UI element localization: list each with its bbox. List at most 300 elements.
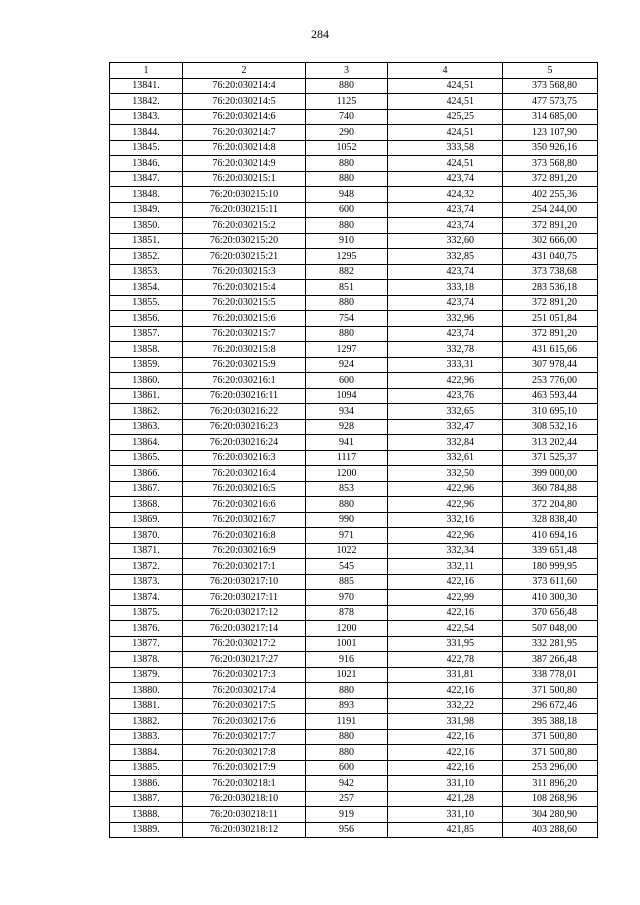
table-cell-col-1: 13887. (110, 791, 183, 807)
table-cell-col-1: 13865. (110, 450, 183, 466)
table-cell-col-3: 880 (306, 497, 388, 513)
table-cell-col-1: 13879. (110, 667, 183, 683)
table-cell-col-2: 76:20:030217:14 (183, 621, 306, 637)
table-cell-col-3: 740 (306, 109, 388, 125)
table-cell-col-3: 880 (306, 683, 388, 699)
table-cell-col-5: 370 656,48 (503, 605, 598, 621)
table-cell-col-1: 13858. (110, 342, 183, 358)
table-cell-col-3: 916 (306, 652, 388, 668)
table-cell-col-5: 313 202,44 (503, 435, 598, 451)
table-cell-col-3: 1052 (306, 140, 388, 156)
table-row (110, 760, 598, 776)
table-cell-col-1: 13860. (110, 373, 183, 389)
table-cell-col-4: 423,76 (388, 388, 503, 404)
table-cell-col-3: 1191 (306, 714, 388, 730)
column-header-4: 4 (388, 63, 503, 79)
table-cell-col-1: 13853. (110, 264, 183, 280)
table-cell-col-2: 76:20:030217:5 (183, 698, 306, 714)
table-row (110, 621, 598, 637)
table-cell-col-5: 410 300,30 (503, 590, 598, 606)
table-row (110, 419, 598, 435)
table-cell-col-4: 423,74 (388, 264, 503, 280)
table-cell-col-1: 13863. (110, 419, 183, 435)
table-cell-col-3: 1022 (306, 543, 388, 559)
table-cell-col-3: 600 (306, 373, 388, 389)
table-cell-col-2: 76:20:030216:6 (183, 497, 306, 513)
table-cell-col-1: 13872. (110, 559, 183, 575)
table-cell-col-2: 76:20:030215:8 (183, 342, 306, 358)
table-cell-col-5: 350 926,16 (503, 140, 598, 156)
table-cell-col-3: 880 (306, 745, 388, 761)
table-cell-col-1: 13885. (110, 760, 183, 776)
table-cell-col-5: 180 999,95 (503, 559, 598, 575)
table-row (110, 280, 598, 296)
table-row (110, 78, 598, 94)
table-cell-col-1: 13866. (110, 466, 183, 482)
table-cell-col-2: 76:20:030215:2 (183, 218, 306, 234)
table-cell-col-4: 331,10 (388, 776, 503, 792)
table-cell-col-2: 76:20:030215:9 (183, 357, 306, 373)
table-row (110, 264, 598, 280)
table-cell-col-4: 423,74 (388, 218, 503, 234)
table-cell-col-3: 1297 (306, 342, 388, 358)
table-cell-col-4: 424,51 (388, 156, 503, 172)
table-cell-col-1: 13882. (110, 714, 183, 730)
table-cell-col-5: 373 738,68 (503, 264, 598, 280)
table-cell-col-5: 253 776,00 (503, 373, 598, 389)
table-cell-col-4: 332,65 (388, 404, 503, 420)
table-cell-col-5: 507 048,00 (503, 621, 598, 637)
table-cell-col-1: 13870. (110, 528, 183, 544)
table-cell-col-2: 76:20:030216:8 (183, 528, 306, 544)
table-cell-col-2: 76:20:030216:23 (183, 419, 306, 435)
table-cell-col-3: 1125 (306, 94, 388, 110)
table-cell-col-5: 410 694,16 (503, 528, 598, 544)
table-cell-col-3: 970 (306, 590, 388, 606)
table-cell-col-5: 307 978,44 (503, 357, 598, 373)
table-cell-col-4: 332,85 (388, 249, 503, 265)
table-cell-col-2: 76:20:030218:11 (183, 807, 306, 823)
table-cell-col-2: 76:20:030218:1 (183, 776, 306, 792)
table-row (110, 822, 598, 838)
table-cell-col-1: 13856. (110, 311, 183, 327)
table-cell-col-5: 463 593,44 (503, 388, 598, 404)
table-cell-col-3: 290 (306, 125, 388, 141)
table-row (110, 667, 598, 683)
table-cell-col-5: 308 532,16 (503, 419, 598, 435)
table-row (110, 450, 598, 466)
table-row (110, 94, 598, 110)
table-row (110, 497, 598, 513)
table-cell-col-5: 314 685,00 (503, 109, 598, 125)
table-row (110, 729, 598, 745)
table-row (110, 683, 598, 699)
table-row (110, 528, 598, 544)
table-cell-col-1: 13864. (110, 435, 183, 451)
table-cell-col-5: 304 280,90 (503, 807, 598, 823)
table-cell-col-2: 76:20:030218:10 (183, 791, 306, 807)
table-row (110, 745, 598, 761)
table-cell-col-1: 13888. (110, 807, 183, 823)
table-cell-col-4: 332,60 (388, 233, 503, 249)
table-cell-col-4: 422,16 (388, 605, 503, 621)
table-cell-col-2: 76:20:030217:4 (183, 683, 306, 699)
table-cell-col-2: 76:20:030214:6 (183, 109, 306, 125)
table-cell-col-3: 851 (306, 280, 388, 296)
table-row (110, 156, 598, 172)
table-cell-col-2: 76:20:030216:3 (183, 450, 306, 466)
table-cell-col-5: 372 891,20 (503, 326, 598, 342)
data-table (109, 62, 598, 838)
table-row (110, 652, 598, 668)
table-cell-col-5: 402 255,36 (503, 187, 598, 203)
table-cell-col-5: 310 695,10 (503, 404, 598, 420)
table-cell-col-4: 331,95 (388, 636, 503, 652)
table-cell-col-3: 1200 (306, 466, 388, 482)
table-body (110, 78, 598, 838)
table-cell-col-5: 328 838,40 (503, 512, 598, 528)
table-cell-col-4: 422,96 (388, 497, 503, 513)
table-cell-col-5: 254 244,00 (503, 202, 598, 218)
table-row (110, 357, 598, 373)
table-cell-col-3: 885 (306, 574, 388, 590)
table-cell-col-3: 956 (306, 822, 388, 838)
table-row (110, 342, 598, 358)
table-cell-col-3: 1117 (306, 450, 388, 466)
table-cell-col-5: 253 296,00 (503, 760, 598, 776)
table-cell-col-4: 422,16 (388, 760, 503, 776)
table-cell-col-2: 76:20:030215:6 (183, 311, 306, 327)
table-cell-col-3: 880 (306, 156, 388, 172)
table-cell-col-5: 338 778,01 (503, 667, 598, 683)
table-cell-col-4: 424,32 (388, 187, 503, 203)
table-cell-col-5: 373 568,80 (503, 156, 598, 172)
table-cell-col-4: 331,81 (388, 667, 503, 683)
table-cell-col-3: 754 (306, 311, 388, 327)
table-cell-col-2: 76:20:030217:7 (183, 729, 306, 745)
table-cell-col-4: 423,74 (388, 202, 503, 218)
table-cell-col-4: 331,10 (388, 807, 503, 823)
table-cell-col-4: 332,47 (388, 419, 503, 435)
table-cell-col-5: 403 288,60 (503, 822, 598, 838)
table-cell-col-4: 332,22 (388, 698, 503, 714)
table-cell-col-3: 853 (306, 481, 388, 497)
table-cell-col-5: 360 784,88 (503, 481, 598, 497)
table-row (110, 791, 598, 807)
table-cell-col-3: 928 (306, 419, 388, 435)
table-cell-col-1: 13849. (110, 202, 183, 218)
table-cell-col-4: 332,61 (388, 450, 503, 466)
table-cell-col-5: 372 891,20 (503, 171, 598, 187)
table-cell-col-3: 545 (306, 559, 388, 575)
table-cell-col-1: 13889. (110, 822, 183, 838)
table-cell-col-3: 919 (306, 807, 388, 823)
table-cell-col-1: 13862. (110, 404, 183, 420)
table-cell-col-2: 76:20:030215:10 (183, 187, 306, 203)
table-cell-col-2: 76:20:030215:21 (183, 249, 306, 265)
table-cell-col-3: 878 (306, 605, 388, 621)
table-cell-col-3: 1295 (306, 249, 388, 265)
table-cell-col-2: 76:20:030217:12 (183, 605, 306, 621)
table-cell-col-3: 600 (306, 202, 388, 218)
table-cell-col-5: 371 525,37 (503, 450, 598, 466)
table-cell-col-3: 942 (306, 776, 388, 792)
table-cell-col-4: 422,16 (388, 745, 503, 761)
table-row (110, 590, 598, 606)
table-cell-col-1: 13846. (110, 156, 183, 172)
table-cell-col-4: 331,98 (388, 714, 503, 730)
table-row (110, 698, 598, 714)
table-cell-col-5: 477 573,75 (503, 94, 598, 110)
table-cell-col-4: 332,96 (388, 311, 503, 327)
table-cell-col-1: 13855. (110, 295, 183, 311)
table-cell-col-1: 13874. (110, 590, 183, 606)
table-cell-col-3: 880 (306, 171, 388, 187)
table-cell-col-1: 13861. (110, 388, 183, 404)
table-cell-col-2: 76:20:030215:1 (183, 171, 306, 187)
table-cell-col-1: 13869. (110, 512, 183, 528)
table-row (110, 171, 598, 187)
table-cell-col-2: 76:20:030214:8 (183, 140, 306, 156)
table-cell-col-4: 424,51 (388, 125, 503, 141)
table-cell-col-2: 76:20:030215:4 (183, 280, 306, 296)
table-cell-col-5: 372 891,20 (503, 295, 598, 311)
table-cell-col-1: 13852. (110, 249, 183, 265)
table-cell-col-1: 13854. (110, 280, 183, 296)
table-cell-col-3: 257 (306, 791, 388, 807)
table-cell-col-2: 76:20:030215:5 (183, 295, 306, 311)
table-cell-col-3: 880 (306, 78, 388, 94)
table-cell-col-4: 424,51 (388, 78, 503, 94)
table-row (110, 466, 598, 482)
table-cell-col-3: 948 (306, 187, 388, 203)
table-cell-col-2: 76:20:030214:9 (183, 156, 306, 172)
table-cell-col-1: 13883. (110, 729, 183, 745)
table-cell-col-4: 422,16 (388, 729, 503, 745)
table-cell-col-2: 76:20:030216:9 (183, 543, 306, 559)
table-cell-col-2: 76:20:030216:5 (183, 481, 306, 497)
table-cell-col-3: 990 (306, 512, 388, 528)
table-cell-col-2: 76:20:030217:8 (183, 745, 306, 761)
column-header-5: 5 (503, 63, 598, 79)
table-cell-col-1: 13859. (110, 357, 183, 373)
table-cell-col-2: 76:20:030214:5 (183, 94, 306, 110)
table-cell-col-1: 13880. (110, 683, 183, 699)
table-cell-col-3: 941 (306, 435, 388, 451)
table-cell-col-5: 339 651,48 (503, 543, 598, 559)
table-cell-col-2: 76:20:030215:3 (183, 264, 306, 280)
table-row (110, 109, 598, 125)
table-cell-col-4: 422,96 (388, 528, 503, 544)
table-row (110, 187, 598, 203)
table-cell-col-3: 910 (306, 233, 388, 249)
table-cell-col-3: 880 (306, 326, 388, 342)
table-cell-col-2: 76:20:030216:11 (183, 388, 306, 404)
table-cell-col-1: 13847. (110, 171, 183, 187)
table-cell-col-4: 333,58 (388, 140, 503, 156)
table-row (110, 311, 598, 327)
table-cell-col-4: 332,16 (388, 512, 503, 528)
table-cell-col-5: 108 268,96 (503, 791, 598, 807)
table-cell-col-3: 971 (306, 528, 388, 544)
table-cell-col-4: 423,74 (388, 326, 503, 342)
column-header-1: 1 (110, 63, 183, 79)
table-cell-col-1: 13867. (110, 481, 183, 497)
table-cell-col-4: 422,78 (388, 652, 503, 668)
table-row (110, 295, 598, 311)
table-row (110, 326, 598, 342)
table-cell-col-2: 76:20:030216:4 (183, 466, 306, 482)
table-cell-col-1: 13850. (110, 218, 183, 234)
table-cell-col-4: 332,34 (388, 543, 503, 559)
table-row (110, 807, 598, 823)
table-cell-col-2: 76:20:030217:9 (183, 760, 306, 776)
table-cell-col-3: 882 (306, 264, 388, 280)
table-cell-col-2: 76:20:030217:6 (183, 714, 306, 730)
table-cell-col-1: 13873. (110, 574, 183, 590)
table-cell-col-1: 13871. (110, 543, 183, 559)
table-cell-col-5: 371 500,80 (503, 683, 598, 699)
table-row (110, 233, 598, 249)
table-row (110, 373, 598, 389)
table-cell-col-3: 1200 (306, 621, 388, 637)
table-cell-col-5: 395 388,18 (503, 714, 598, 730)
table-cell-col-3: 880 (306, 729, 388, 745)
table-cell-col-5: 431 040,75 (503, 249, 598, 265)
table-cell-col-4: 422,16 (388, 574, 503, 590)
table-cell-col-4: 425,25 (388, 109, 503, 125)
table-cell-col-2: 76:20:030214:4 (183, 78, 306, 94)
table-cell-col-1: 13878. (110, 652, 183, 668)
table-cell-col-2: 76:20:030216:1 (183, 373, 306, 389)
table-cell-col-4: 422,96 (388, 373, 503, 389)
table-cell-col-2: 76:20:030217:10 (183, 574, 306, 590)
table-cell-col-4: 332,78 (388, 342, 503, 358)
table-cell-col-5: 399 000,00 (503, 466, 598, 482)
table-cell-col-4: 424,51 (388, 94, 503, 110)
table-cell-col-4: 422,99 (388, 590, 503, 606)
table-row (110, 776, 598, 792)
table-cell-col-2: 76:20:030218:12 (183, 822, 306, 838)
table-row (110, 404, 598, 420)
table-cell-col-3: 1094 (306, 388, 388, 404)
table-row (110, 543, 598, 559)
table-row (110, 574, 598, 590)
table-cell-col-2: 76:20:030217:3 (183, 667, 306, 683)
table-cell-col-5: 372 204,80 (503, 497, 598, 513)
table-cell-col-4: 333,31 (388, 357, 503, 373)
table-cell-col-1: 13841. (110, 78, 183, 94)
table-cell-col-3: 924 (306, 357, 388, 373)
table-cell-col-3: 934 (306, 404, 388, 420)
table-cell-col-2: 76:20:030217:27 (183, 652, 306, 668)
table-cell-col-2: 76:20:030217:2 (183, 636, 306, 652)
table-cell-col-4: 422,54 (388, 621, 503, 637)
table-cell-col-3: 1001 (306, 636, 388, 652)
table-cell-col-2: 76:20:030215:11 (183, 202, 306, 218)
table-cell-col-4: 422,16 (388, 683, 503, 699)
table-cell-col-2: 76:20:030215:20 (183, 233, 306, 249)
table-cell-col-1: 13843. (110, 109, 183, 125)
table-cell-col-3: 600 (306, 760, 388, 776)
table-cell-col-2: 76:20:030214:7 (183, 125, 306, 141)
table-cell-col-5: 371 500,80 (503, 729, 598, 745)
table-cell-col-1: 13868. (110, 497, 183, 513)
table-cell-col-5: 251 051,84 (503, 311, 598, 327)
table-cell-col-1: 13844. (110, 125, 183, 141)
table-cell-col-2: 76:20:030217:11 (183, 590, 306, 606)
table-row (110, 714, 598, 730)
table-row (110, 125, 598, 141)
table-cell-col-4: 421,28 (388, 791, 503, 807)
table-cell-col-3: 893 (306, 698, 388, 714)
table-cell-col-5: 372 891,20 (503, 218, 598, 234)
table-row (110, 512, 598, 528)
table-cell-col-3: 880 (306, 218, 388, 234)
table-cell-col-5: 302 666,00 (503, 233, 598, 249)
table-cell-col-1: 13851. (110, 233, 183, 249)
table-cell-col-1: 13845. (110, 140, 183, 156)
table-cell-col-4: 423,74 (388, 171, 503, 187)
table-row (110, 388, 598, 404)
table-row (110, 218, 598, 234)
table-cell-col-5: 431 615,66 (503, 342, 598, 358)
table-cell-col-5: 283 536,18 (503, 280, 598, 296)
page-number: 284 (311, 27, 329, 41)
table-row (110, 140, 598, 156)
table-header-row (110, 63, 598, 79)
table-cell-col-1: 13881. (110, 698, 183, 714)
table-cell-col-1: 13886. (110, 776, 183, 792)
column-header-3: 3 (306, 63, 388, 79)
table-cell-col-2: 76:20:030215:7 (183, 326, 306, 342)
table-cell-col-5: 373 568,80 (503, 78, 598, 94)
table-row (110, 605, 598, 621)
table-cell-col-3: 880 (306, 295, 388, 311)
table-cell-col-5: 373 611,60 (503, 574, 598, 590)
table-cell-col-2: 76:20:030216:7 (183, 512, 306, 528)
table-cell-col-4: 422,96 (388, 481, 503, 497)
table-cell-col-5: 371 500,80 (503, 745, 598, 761)
column-header-2: 2 (183, 63, 306, 79)
table-cell-col-1: 13877. (110, 636, 183, 652)
table-cell-col-1: 13848. (110, 187, 183, 203)
table-row (110, 481, 598, 497)
table-row (110, 202, 598, 218)
table-cell-col-4: 333,18 (388, 280, 503, 296)
table-cell-col-5: 311 896,20 (503, 776, 598, 792)
table-cell-col-5: 123 107,90 (503, 125, 598, 141)
table-cell-col-2: 76:20:030216:22 (183, 404, 306, 420)
table-cell-col-2: 76:20:030216:24 (183, 435, 306, 451)
table-cell-col-1: 13876. (110, 621, 183, 637)
table-cell-col-5: 387 266,48 (503, 652, 598, 668)
table-cell-col-4: 332,11 (388, 559, 503, 575)
table-cell-col-1: 13842. (110, 94, 183, 110)
table-row (110, 636, 598, 652)
table-cell-col-1: 13875. (110, 605, 183, 621)
table-cell-col-2: 76:20:030217:1 (183, 559, 306, 575)
table-cell-col-1: 13884. (110, 745, 183, 761)
table-cell-col-1: 13857. (110, 326, 183, 342)
table-row (110, 559, 598, 575)
table-cell-col-5: 296 672,46 (503, 698, 598, 714)
table-row (110, 435, 598, 451)
table-cell-col-4: 332,50 (388, 466, 503, 482)
table-cell-col-3: 1021 (306, 667, 388, 683)
table-cell-col-4: 332,84 (388, 435, 503, 451)
table-cell-col-5: 332 281,95 (503, 636, 598, 652)
